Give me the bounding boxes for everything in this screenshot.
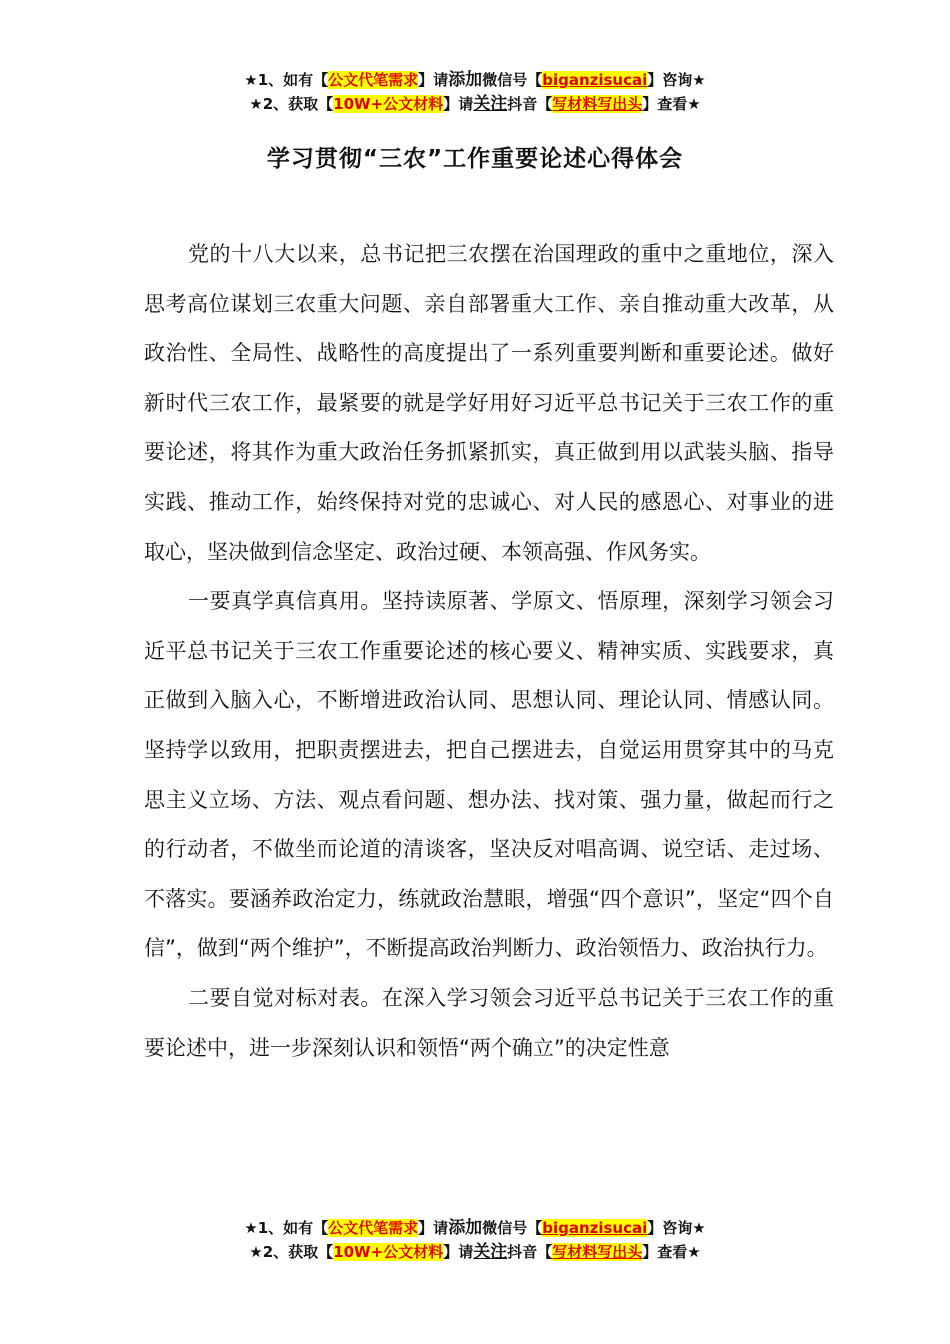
promo-text: ★2、获取【 [249, 1243, 334, 1261]
promo-wechat-id[interactable]: biganzisucai [542, 71, 648, 89]
promo-douyin-name[interactable]: 写材料写出头 [552, 1243, 643, 1261]
promo-emphasis: 添加 [448, 70, 483, 90]
document-body [144, 230, 834, 1073]
promo-text: 抖音【 [507, 95, 553, 113]
promo-line-2 [0, 92, 950, 116]
promo-douyin-name[interactable]: 写材料写出头 [552, 95, 643, 113]
promo-emphasis: 关注 [473, 94, 508, 114]
promo-line-1 [0, 1216, 950, 1240]
promo-text: 】咨询★ [647, 1219, 706, 1237]
promo-text: ★1、如有【 [244, 1219, 329, 1237]
promo-emphasis: 关注 [473, 1242, 508, 1262]
promo-text: ★1、如有【 [244, 71, 329, 89]
promo-text: 】查看★ [642, 1243, 701, 1261]
paragraph: 二要自觉对标对表。在深入学习领会习近平总书记关于三农工作的重要论述中，进一步深刻认识和领悟“两个确立”的决定性意 [144, 985, 834, 1060]
promo-highlight: 公文代笔需求 [328, 1219, 419, 1237]
promo-text: 微信号【 [482, 71, 543, 89]
promo-emphasis: 添加 [448, 1218, 483, 1238]
promo-text: 】请 [443, 1243, 474, 1261]
promo-text: ★2、获取【 [249, 95, 334, 113]
promo-text: 抖音【 [507, 1243, 553, 1261]
promo-line-2 [0, 1240, 950, 1264]
document-title: 学习贯彻“三农”工作重要论述心得体会 [266, 146, 684, 172]
promo-banner-top [0, 68, 950, 116]
promo-highlight: 公文代笔需求 [328, 71, 419, 89]
paragraph: 党的十八大以来，总书记把三农摆在治国理政的重中之重地位，深入思考高位谋划三农重大问题、亲自部署重大工作、亲自推动重大改革，从政治性、全局性、战略性的高度提出了一系列重要判断和重要论述。做好新时代三农工作，最紧要的就是学好用好习近平总书记关于三农工作的重要论述，将其作为重大政治任务抓紧抓实，真正做到用以武装头脑、指导实践、推动工作，始终保持对党的忠诚心、对人民的感恩心、对事业的进取心，坚决做到信念坚定、政治过硬、本领高强、作风务实。 [144, 242, 834, 564]
promo-text: 】咨询★ [647, 71, 706, 89]
promo-highlight: 10W+公文材料 [333, 1243, 444, 1261]
promo-line-1 [0, 68, 950, 92]
promo-highlight: 10W+公文材料 [333, 95, 444, 113]
promo-text: 】请 [418, 1219, 449, 1237]
promo-wechat-id[interactable]: biganzisucai [542, 1219, 648, 1237]
promo-text: 】查看★ [642, 95, 701, 113]
promo-banner-bottom [0, 1216, 950, 1264]
promo-text: 微信号【 [482, 1219, 543, 1237]
promo-text: 】请 [443, 95, 474, 113]
paragraph: 一要真学真信真用。坚持读原著、学原文、悟原理，深刻学习领会习近平总书记关于三农工作重要论述的核心要义、精神实质、实践要求，真正做到入脑入心，不断增进政治认同、思想认同、理论认同、情感认同。坚持学以致用，把职责摆进去，把自己摆进去，自觉运用贯穿其中的马克思主义立场、方法、观点看问题、想办法、找对策、强力量，做起而行之的行动者，不做坐而论道的清谈客，坚决反对唱高调、说空话、走过场、不落实。要涵养政治定力，练就政治慧眼，增强“四个意识”，坚定“四个自信”，做到“两个维护”，不断提高政治判断力、政治领悟力、政治执行力。 [144, 589, 834, 961]
promo-text: 】请 [418, 71, 449, 89]
